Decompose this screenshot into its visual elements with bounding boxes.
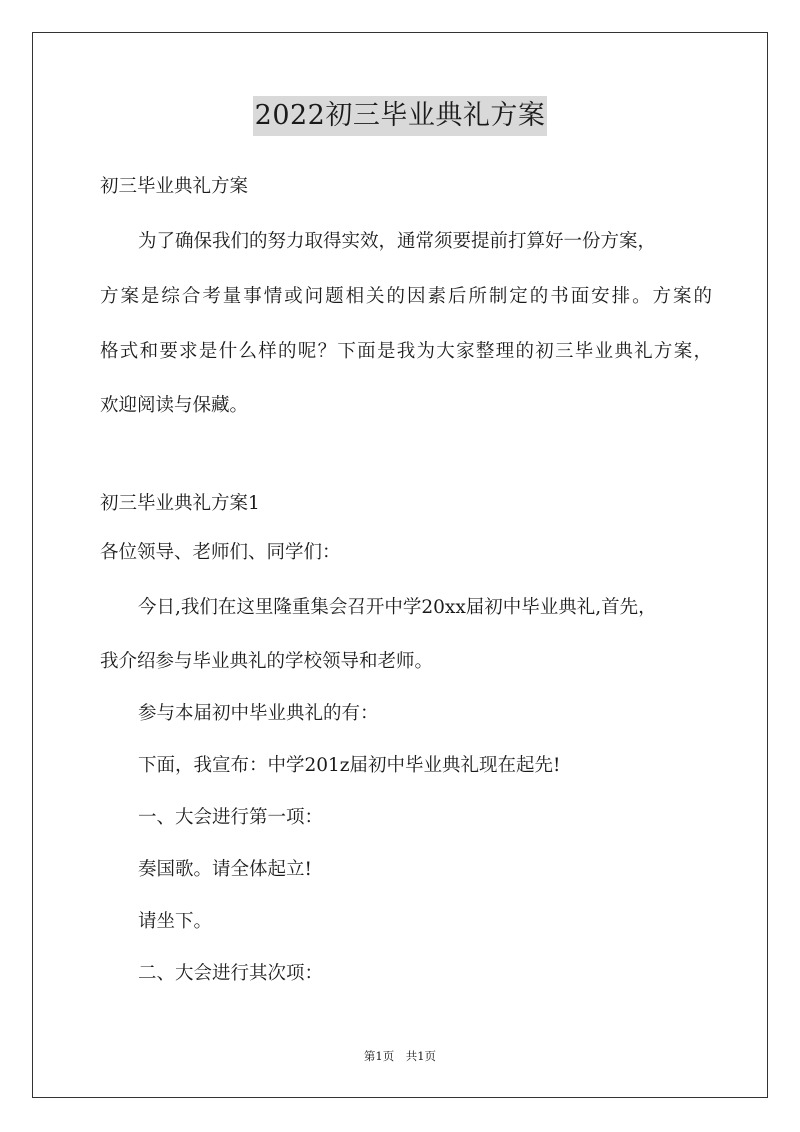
paragraph-line: 二、大会进行其次项： — [138, 963, 324, 984]
paragraph-line: 奏国歌。请全体起立! — [138, 859, 312, 880]
paragraph-line: 我介绍参与毕业典礼的学校领导和老师。 — [100, 651, 434, 672]
salutation: 各位领导、老师们、同学们： — [100, 542, 341, 563]
page-footer: 第1页 共1页 — [363, 1049, 437, 1063]
title-container — [0, 96, 800, 136]
paragraph-line: 下面，我宣布：中学201z届初中毕业典礼现在起先! — [138, 755, 561, 776]
paragraph-line: 请坐下。 — [138, 911, 213, 932]
section-heading: 初三毕业典礼方案1 — [100, 493, 260, 514]
paragraph-line: 参与本届初中毕业典礼的有： — [138, 703, 379, 724]
paragraph-line: 今日,我们在这里隆重集会召开中学20xx届初中毕业典礼,首先， — [138, 597, 657, 618]
paragraph-line: 格式和要求是什么样的呢？下面是我为大家整理的初三毕业典礼方案， — [100, 341, 712, 362]
paragraph-line: 为了确保我们的努力取得实效，通常须要提前打算好一份方案， — [138, 231, 657, 252]
paragraph-line: 欢迎阅读与保藏。 — [100, 395, 249, 416]
paragraph-line: 方案是综合考量事情或问题相关的因素后所制定的书面安排。方案的 — [100, 286, 712, 307]
paragraph-line: 一、大会进行第一项： — [138, 807, 324, 828]
section-heading: 初三毕业典礼方案 — [100, 176, 249, 197]
document-title: 2022初三毕业典礼方案 — [253, 96, 548, 136]
